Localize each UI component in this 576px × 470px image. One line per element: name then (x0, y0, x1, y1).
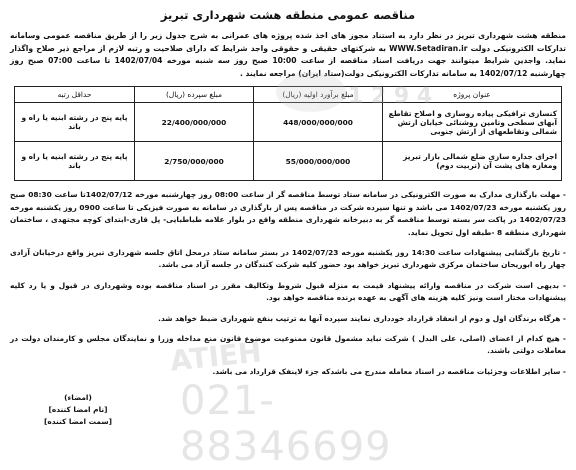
cell-deposit: 22/400/000/000 (135, 103, 254, 142)
header-deposit: مبلغ سپرده (ریال) (135, 87, 254, 103)
page-title: مناقصه عمومی منطقه هشت شهرداری تبریز (160, 8, 416, 22)
header-estimate: مبلغ برآورد اولیه (ریال) (254, 87, 383, 103)
cell-min-grade: پایه پنج در رشته ابنیه یا راه و باند (15, 142, 135, 181)
table-row (15, 142, 562, 181)
header-project-title: عنوان پروژه (383, 87, 562, 103)
note-submission-deadline: - مهلت بارگذاری مدارک به صورت الکترونیکی در سامانه ستاد توسط مناقصه گر از ساعت 08:00 روز چهارشنبه مورخه 1402/07/12تا ساعت 08:30 صبح روز یکشنبه مورخه 1402/07/23 می باشد و تنها سپرده شرکت در مناقصه پس از بارگذاری در سامانه به صورت فیزیکی تا ساعت 0900 روز یکشنبه مورخه 1402/07/23 در پاکت سر بسته توسط مناقصه گر به دبیرخانه شهرداری منطقه واقع در بلوار علامه طباطبایی- پل قاری-ابتدای کوچه مجتهدی ، ساختمان شهرداری منطقه 8 -طبقه اول تحویل نماید. (10, 190, 566, 237)
signer-position: [سمت امضا کننده] (43, 417, 113, 426)
intro-paragraph: منطقه هشت شهرداری تبریز در نظر دارد به استناد مجوز های اخذ شده پروژه های عمرانی به شرح جدول زیر را از طریق مناقصه عمومی وسامانه تدارکات الکترونیکی دولت WWW.Setadiran.ir به شرکتهای حقیقی و حقوقی واجد شرایط که دارای صلاحیت و رتبه لازم از مراجع ذیر صلاح واگذار نماید. واجدین شرایط میتوانند جهت دریافت اسناد مناقصه از ساعت 10:00 صبح روز سه شنبه مورخه 1402/07/04 تا ساعت 07:00 صبح روز چهارشنبه 1402/07/12 به سامانه تدارکات الکترونیکی دولت(ستاد ایران) مراجعه نمایند . (10, 31, 566, 78)
note-conflict-of-interest: - هیچ کدام از اعضای (اصلی، علی البدل ) شرکت نباید مشمول قانون ممنوعیت موضوع قانون منع مداخله وزرا و نمایندگان مجلس و کارمندان دولت در معاملات دولتی باشند. (10, 334, 566, 356)
tender-notice-page (8, 0, 568, 452)
signer-name: [نام امضا کننده] (48, 405, 108, 414)
note-further-details: - سایر اطلاعات وجزئیات مناقصه در اسناد معامله مندرج می باشدکه جزء لاینفک قرارداد می باشد. (212, 366, 566, 376)
table-header-row (15, 87, 562, 103)
cell-project-title: کنسازی ترافیکی پیاده روسازی و اصلاح تقاطع آبهای سطحی وتامین روشنائی خیابان ارتش شمالی وتقاطعهای از ارتش جنوبی (383, 103, 562, 142)
cell-deposit: 2/750/000/000 (135, 142, 254, 181)
table-row (15, 103, 562, 142)
watermark-phone: 021-88346699 (180, 378, 392, 470)
watermark-domain: ATIEH (168, 335, 264, 378)
note-participation-terms: - بدیهی است شرکت در مناقصه وارائه پیشنهاد قیمت به منزله قبول شروط وتکالیف مقرر در اسناد مناقصه بوده وشهرداری در قبول و یا رد کلیه پیشنهادات مختار است ونیز کلیه هزینه های آگهی به عهده برنده مناقصه خواهد بود. (10, 280, 566, 303)
cell-estimate: 448/000/000/000 (254, 103, 383, 142)
cell-min-grade: پایه پنج در رشته ابنیه یا راه و باند (15, 103, 135, 142)
cell-estimate: 55/000/000/000 (254, 142, 383, 181)
note-opening-date: - تاریخ بازگشایی پیشنهادات ساعت 14:30 روز یکشنبه مورخه 1402/07/23 در بستر سامانه ستاد درمحل اتاق جلسه شهرداری تبریز واقع درخیابان آزادی چهار راه ابوریحان ساختمان مرکزی شهرداری تبریز خواهد بود حضور کلیه شرکت کنندگان در جلسه آزاد می باشد. (10, 248, 566, 270)
faded-document-number: 1 2 9 4 (348, 84, 433, 109)
signature-block (18, 392, 138, 428)
projects-table (14, 86, 562, 181)
cell-project-title: اجرای جداره سازی ضلع شمالی بازار تبریز ومغازه های پشت آن (تربیت دوم) (383, 142, 562, 181)
note-deposit-forfeit: - هرگاه برندگان اول و دوم از انعقاد قرارداد خودداری نمایند سپرده آنها به ترتیب بنفع شهرداری ضبط خواهد شد. (158, 313, 566, 323)
header-min-grade: حداقل رتبه (15, 87, 135, 103)
signature-label: (امضاء) (64, 393, 92, 402)
